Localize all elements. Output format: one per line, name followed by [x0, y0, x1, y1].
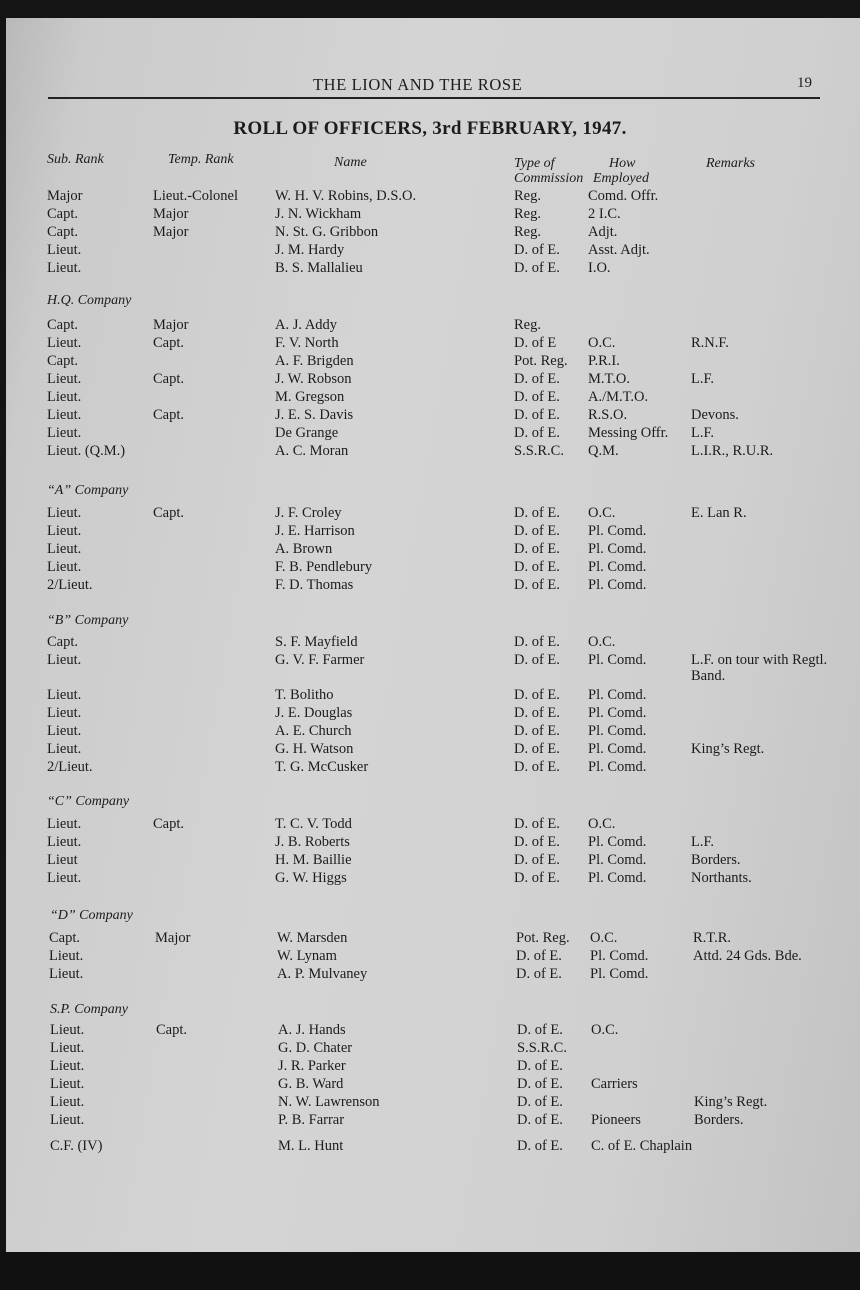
- cell-how: O.C.: [588, 505, 616, 521]
- column-header-type-of: Type of: [514, 156, 555, 171]
- cell-type: D. of E.: [514, 687, 560, 703]
- cell-temp: Capt.: [153, 505, 185, 521]
- cell-how: Pl. Comd.: [588, 559, 647, 575]
- cell-how: O.C.: [590, 930, 618, 946]
- cell-type: D. of E.: [517, 1094, 563, 1110]
- cell-how: Pl. Comd.: [588, 723, 647, 739]
- cell-sub: Lieut.: [47, 834, 82, 850]
- cell-name: J. W. Robson: [275, 371, 352, 387]
- cell-sub: Lieut.: [47, 816, 82, 832]
- cell-how: O.C.: [588, 335, 616, 351]
- cell-name: T. Bolitho: [275, 687, 334, 703]
- cell-sub: Capt.: [49, 930, 81, 946]
- cell-sub: Capt.: [47, 206, 79, 222]
- cell-temp: Major: [153, 206, 189, 222]
- column-header-how: How: [609, 156, 636, 171]
- cell-name: N. St. G. Gribbon: [275, 224, 379, 240]
- cell-name: G. D. Chater: [278, 1040, 353, 1056]
- cell-sub: Lieut.: [50, 1112, 85, 1128]
- cell-type: Reg.: [514, 224, 541, 240]
- cell-sub: Lieut.: [49, 948, 84, 964]
- cell-sub: Lieut.: [47, 705, 82, 721]
- cell-sub: Lieut.: [47, 541, 82, 557]
- document-title: ROLL OF OFFICERS, 3rd FEBRUARY, 1947.: [233, 118, 627, 139]
- column-header-employed: Employed: [593, 171, 649, 186]
- cell-how: O.C.: [588, 816, 616, 832]
- cell-remarks: L.F.: [691, 834, 715, 850]
- cell-name: De Grange: [275, 425, 339, 441]
- cell-type: D. of E.: [514, 741, 560, 757]
- cell-sub: Lieut.: [49, 966, 84, 982]
- section-title: S.P. Company: [50, 1002, 128, 1017]
- cell-temp: Lieut.-Colonel: [153, 188, 238, 204]
- cell-how: Pl. Comd.: [588, 652, 647, 668]
- cell-remarks: Devons.: [691, 407, 739, 423]
- cell-type: D. of E.: [517, 1022, 563, 1038]
- cell-name: J. F. Croley: [275, 505, 342, 521]
- cell-sub: Lieut.: [47, 523, 82, 539]
- cell-type: D. of E.: [514, 634, 560, 650]
- cell-name: W. Marsden: [277, 930, 348, 946]
- cell-how: M.T.O.: [588, 371, 631, 387]
- cell-name: G. B. Ward: [278, 1076, 344, 1092]
- cell-sub: Lieut.: [47, 260, 82, 276]
- cell-remarks: R.N.F.: [691, 335, 729, 351]
- cell-type: D. of E.: [514, 389, 560, 405]
- cell-how: Pl. Comd.: [588, 852, 647, 868]
- cell-type: D. of E.: [514, 652, 560, 668]
- page-edge-shadow: [0, 1252, 860, 1290]
- cell-how: Pl. Comd.: [588, 687, 647, 703]
- cell-how: Messing Offr.: [588, 425, 669, 441]
- cell-type: D. of E.: [514, 723, 560, 739]
- cell-type: Reg.: [514, 206, 541, 222]
- cell-name: M. Gregson: [275, 389, 345, 405]
- publication-title: THE LION AND THE ROSE: [313, 75, 523, 94]
- document-page: [6, 18, 860, 1252]
- cell-type: D. of E.: [516, 966, 562, 982]
- column-header-temp-rank: Temp. Rank: [168, 152, 234, 167]
- cell-type: S.S.R.C.: [517, 1040, 567, 1056]
- cell-remarks: King’s Regt.: [691, 741, 765, 757]
- cell-how: Pl. Comd.: [590, 948, 649, 964]
- cell-name: J. E. S. Davis: [275, 407, 354, 423]
- cell-remarks: Northants.: [691, 870, 752, 886]
- section-title: “D” Company: [50, 908, 133, 923]
- cell-sub: Lieut.: [50, 1058, 85, 1074]
- cell-remarks: L.F.: [691, 371, 715, 387]
- cell-remarks: L.I.R., R.U.R.: [691, 443, 774, 459]
- cell-type: D. of E.: [514, 705, 560, 721]
- cell-name: M. L. Hunt: [278, 1138, 344, 1154]
- cell-sub: Lieut.: [50, 1022, 85, 1038]
- cell-how: O.C.: [588, 634, 616, 650]
- cell-sub: Lieut. (Q.M.): [47, 443, 126, 459]
- cell-sub: Lieut: [47, 852, 78, 868]
- cell-how: Pioneers: [591, 1112, 641, 1128]
- cell-name: F. V. North: [275, 335, 339, 351]
- cell-type: S.S.R.C.: [514, 443, 564, 459]
- cell-sub: Lieut.: [47, 505, 82, 521]
- cell-sub: Lieut.: [47, 425, 82, 441]
- cell-remarks: L.F. on tour with Regtl. Band.: [691, 652, 828, 684]
- cell-type: D. of E.: [514, 371, 560, 387]
- cell-type: D. of E.: [514, 541, 560, 557]
- cell-how: A./M.T.O.: [588, 389, 649, 405]
- cell-temp: Capt.: [153, 816, 185, 832]
- cell-sub: Capt.: [47, 317, 79, 333]
- cell-sub: Lieut.: [50, 1040, 85, 1056]
- cell-how: Pl. Comd.: [588, 577, 647, 593]
- cell-name: F. B. Pendlebury: [275, 559, 373, 575]
- cell-sub: Lieut.: [47, 870, 82, 886]
- cell-name: G. H. Watson: [275, 741, 354, 757]
- cell-type: D. of E.: [517, 1112, 563, 1128]
- cell-type: D. of E.: [514, 505, 560, 521]
- page-header: [48, 75, 820, 99]
- cell-sub: Lieut.: [47, 389, 82, 405]
- cell-sub: Lieut.: [47, 242, 82, 258]
- cell-name: J. M. Hardy: [275, 242, 345, 258]
- cell-how: R.S.O.: [588, 407, 628, 423]
- column-header-commission: Commission: [514, 171, 584, 186]
- cell-name: A. P. Mulvaney: [277, 966, 368, 982]
- cell-type: D. of E.: [514, 407, 560, 423]
- cell-type: D. of E.: [516, 948, 562, 964]
- cell-name: W. H. V. Robins, D.S.O.: [275, 188, 417, 204]
- cell-sub: Lieut.: [47, 652, 82, 668]
- cell-type: Pot. Reg.: [516, 930, 570, 946]
- cell-how: 2 I.C.: [588, 206, 621, 222]
- cell-type: D. of E.: [514, 523, 560, 539]
- cell-type: D. of E.: [514, 260, 560, 276]
- cell-name: F. D. Thomas: [275, 577, 354, 593]
- cell-name: P. B. Farrar: [278, 1112, 345, 1128]
- cell-remarks: Borders.: [694, 1112, 744, 1128]
- column-header-sub-rank: Sub. Rank: [47, 152, 104, 167]
- cell-name: A. J. Hands: [278, 1022, 346, 1038]
- section-title: “A” Company: [47, 483, 129, 498]
- cell-name: S. F. Mayfield: [275, 634, 358, 650]
- cell-remarks: E. Lan R.: [691, 505, 747, 521]
- cell-how: C. of E. Chaplain: [591, 1138, 693, 1154]
- cell-temp: Major: [155, 930, 191, 946]
- cell-how: Pl. Comd.: [588, 834, 647, 850]
- cell-sub: Lieut.: [47, 741, 82, 757]
- cell-name: J. E. Douglas: [275, 705, 353, 721]
- cell-type: D. of E.: [514, 425, 560, 441]
- cell-sub: Capt.: [47, 634, 79, 650]
- cell-sub: Lieut.: [47, 559, 82, 575]
- cell-type: Pot. Reg.: [514, 353, 568, 369]
- cell-how: Pl. Comd.: [590, 966, 649, 982]
- cell-name: J. N. Wickham: [275, 206, 362, 222]
- cell-name: J. B. Roberts: [275, 834, 350, 850]
- cell-how: P.R.I.: [588, 353, 620, 369]
- cell-how: Pl. Comd.: [588, 759, 647, 775]
- cell-type: D. of E.: [514, 852, 560, 868]
- cell-remarks: L.F.: [691, 425, 715, 441]
- cell-how: Pl. Comd.: [588, 541, 647, 557]
- cell-temp: Major: [153, 224, 189, 240]
- cell-how: O.C.: [591, 1022, 619, 1038]
- cell-type: D. of E.: [514, 577, 560, 593]
- cell-how: I.O.: [588, 260, 611, 276]
- cell-name: W. Lynam: [277, 948, 337, 964]
- cell-name: G. W. Higgs: [275, 870, 347, 886]
- cell-remarks: R.T.R.: [693, 930, 731, 946]
- section-title: “B” Company: [47, 613, 129, 628]
- cell-name: A. J. Addy: [275, 317, 338, 333]
- cell-sub: Lieut.: [47, 335, 82, 351]
- cell-sub: Lieut.: [50, 1076, 85, 1092]
- cell-type: D. of E.: [514, 834, 560, 850]
- cell-name: A. C. Moran: [275, 443, 349, 459]
- cell-type: D. of E.: [514, 759, 560, 775]
- cell-temp: Capt.: [153, 407, 185, 423]
- section-title: H.Q. Company: [47, 293, 132, 308]
- cell-name: A. E. Church: [275, 723, 352, 739]
- section-title: “C” Company: [47, 794, 130, 809]
- cell-sub: Lieut.: [47, 687, 82, 703]
- cell-sub: 2/Lieut.: [47, 759, 93, 775]
- cell-name: N. W. Lawrenson: [278, 1094, 380, 1110]
- cell-sub: Lieut.: [50, 1094, 85, 1110]
- cell-type: D. of E.: [517, 1076, 563, 1092]
- cell-temp: Capt.: [153, 335, 185, 351]
- cell-name: J. R. Parker: [278, 1058, 346, 1074]
- cell-sub: 2/Lieut.: [47, 577, 93, 593]
- cell-sub: Lieut.: [47, 723, 82, 739]
- column-header-remarks: Remarks: [706, 156, 755, 171]
- cell-sub: Capt.: [47, 353, 79, 369]
- cell-sub: Capt.: [47, 224, 79, 240]
- cell-name: A. Brown: [275, 541, 333, 557]
- cell-type: D. of E.: [514, 242, 560, 258]
- cell-how: Pl. Comd.: [588, 870, 647, 886]
- cell-name: J. E. Harrison: [275, 523, 355, 539]
- cell-temp: Capt.: [156, 1022, 188, 1038]
- cell-name: G. V. F. Farmer: [275, 652, 365, 668]
- cell-temp: Major: [153, 317, 189, 333]
- page-number: 19: [797, 75, 812, 91]
- cell-how: Q.M.: [588, 443, 619, 459]
- column-header-name: Name: [334, 155, 367, 170]
- cell-name: A. F. Brigden: [275, 353, 354, 369]
- cell-how: Comd. Offr.: [588, 188, 659, 204]
- cell-name: H. M. Baillie: [275, 852, 352, 868]
- cell-how: Pl. Comd.: [588, 705, 647, 721]
- cell-type: Reg.: [514, 188, 541, 204]
- cell-sub: Lieut.: [47, 407, 82, 423]
- cell-how: Carriers: [591, 1076, 638, 1092]
- cell-name: T. G. McCusker: [275, 759, 369, 775]
- cell-sub: C.F. (IV): [50, 1138, 103, 1154]
- cell-sub: Lieut.: [47, 371, 82, 387]
- cell-remarks: Borders.: [691, 852, 741, 868]
- cell-how: Pl. Comd.: [588, 523, 647, 539]
- cell-type: D. of E.: [514, 559, 560, 575]
- cell-name: T. C. V. Todd: [275, 816, 352, 832]
- cell-remarks: Attd. 24 Gds. Bde.: [693, 948, 802, 964]
- cell-name: B. S. Mallalieu: [275, 260, 363, 276]
- cell-type: Reg.: [514, 317, 541, 333]
- cell-type: D. of E: [514, 335, 557, 351]
- cell-sub: Major: [47, 188, 83, 204]
- cell-how: Pl. Comd.: [588, 741, 647, 757]
- cell-temp: Capt.: [153, 371, 185, 387]
- cell-type: D. of E.: [517, 1138, 563, 1154]
- cell-type: D. of E.: [517, 1058, 563, 1074]
- cell-remarks: King’s Regt.: [694, 1094, 768, 1110]
- cell-type: D. of E.: [514, 816, 560, 832]
- cell-how: Adjt.: [588, 224, 618, 240]
- cell-type: D. of E.: [514, 870, 560, 886]
- cell-how: Asst. Adjt.: [588, 242, 650, 258]
